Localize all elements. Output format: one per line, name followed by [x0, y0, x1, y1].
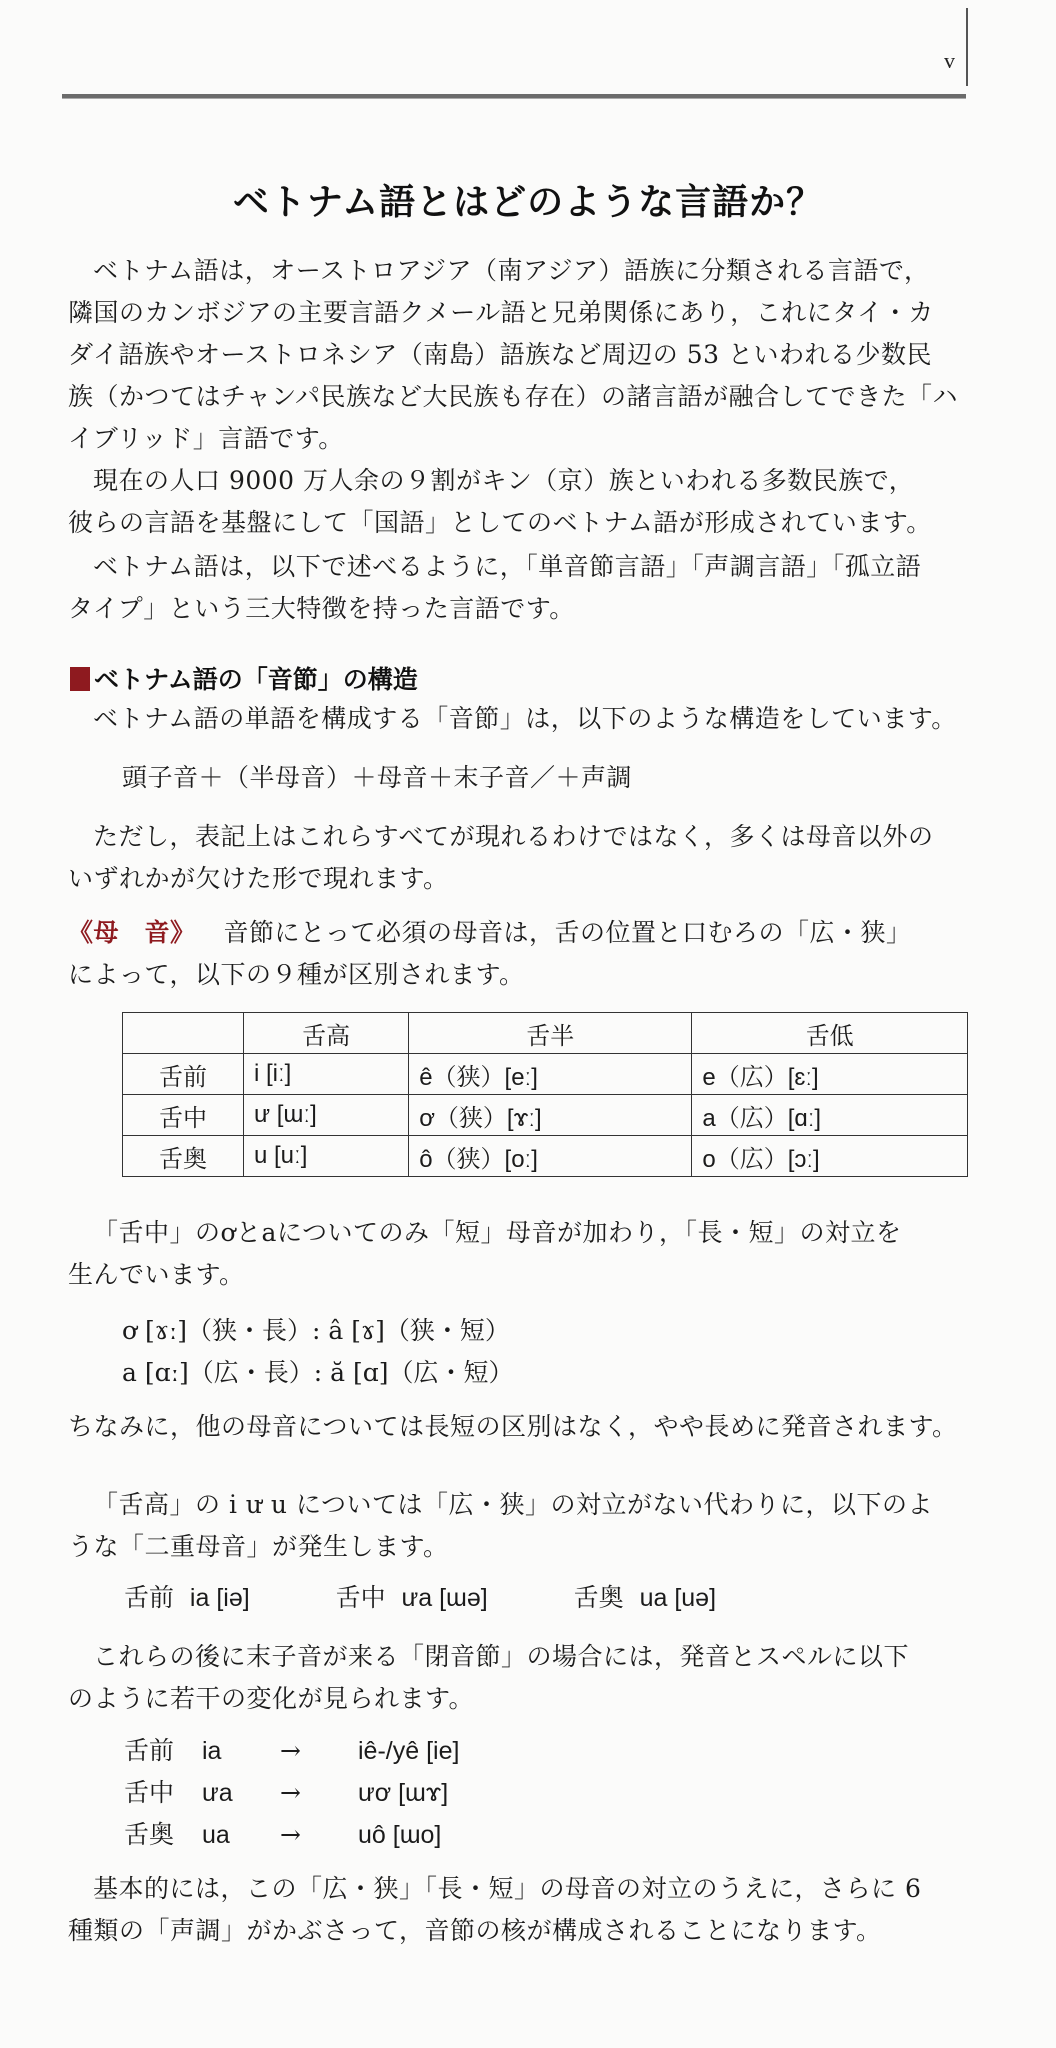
arrow-icon: →: [280, 1820, 301, 1849]
arrow-icon: →: [280, 1778, 301, 1807]
page-edge-rule: [966, 8, 968, 86]
section-square-icon: [70, 667, 90, 691]
table-row: 舌奥 u [uː] ô（狭）[oː] o（広）[ɔː]: [123, 1136, 968, 1177]
page-title: ベトナム語とはどのような言語か？: [232, 182, 824, 224]
table-header-row: 舌高 舌半 舌低: [123, 1013, 968, 1054]
diphthong-item: 舌奥 ua [uə]: [573, 1583, 717, 1612]
closed-syllable-changes: [124, 1730, 459, 1856]
section-paragraph-2: ただし，表記上はこれらすべてが現れるわけではなく，多くは母音以外の いずれかが欠けた形で現れます。: [68, 822, 934, 893]
diphthong-item: 舌前 ia [iə]: [124, 1583, 250, 1612]
vowels-label: 《母 音》: [68, 918, 196, 947]
intro-paragraph-3: ベトナム語は，以下で述べるように，「単音節言語」「声調言語」「孤立語 タイプ」という三大特徴を持った言語です。: [68, 552, 922, 623]
change-row: 舌奥 ua → uô [ɯo]: [124, 1814, 459, 1856]
header-rule: [62, 94, 966, 99]
change-row: 舌前 ia → iê-/yê [ie]: [124, 1730, 459, 1772]
syllable-formula: 頭子音＋（半母音）＋母音＋末子音／＋声調: [122, 763, 633, 792]
other-vowels-note: ちなみに，他の母音については長短の区別はなく，やや長めに発音されます。: [68, 1412, 958, 1441]
diphthong-item: 舌中 ưa [ɯə]: [335, 1583, 488, 1612]
page-number: v: [944, 48, 955, 73]
change-row: 舌中 ưa → ươ [ɯɤ]: [124, 1772, 459, 1814]
diphthong-list: [124, 1578, 716, 1614]
long-short-examples: ơ [ɤː]（狭・長）: â [ɤ]（狭・短） a [ɑː]（広・長）: ă [ɑ]（広・短）: [122, 1316, 514, 1387]
closed-syllable-paragraph: これらの後に末子音が来る「閉音節」の場合には，発音とスペルに以下 のように若干の変化が見られます。: [68, 1642, 910, 1713]
table-row: 舌中 ư [ɯː] ơ（狭）[ɤː] a（広）[ɑː]: [123, 1095, 968, 1136]
vowel-table: [122, 1012, 968, 1177]
conclusion-paragraph: 基本的には，この「広・狭」「長・短」の母音の対立のうえに，さらに 6 種類の「声調」がかぶさって，音節の核が構成されることになります。: [68, 1874, 922, 1945]
intro-paragraph-1: ベトナム語は，オーストロアジア（南アジア）語族に分類される言語で， 隣国のカンボジアの主要言語クメール語と兄弟関係にあり，これにタイ・カ ダイ語族やオーストロネシア（南島）語族など周辺の 53 といわれる少数民 族（かつてはチャンパ民族など大民族も存在）の諸言語が融合してできた「ハ イブリッド」言語です。: [68, 256, 959, 453]
section-heading: ベトナム語の「音節」の構造: [70, 660, 418, 696]
vowels-intro: 《母 音》 音節にとって必須の母音は，舌の位置と口むろの「広・狭」 によって，以下の９種が区別されます。: [68, 918, 912, 989]
short-vowel-paragraph: 「舌中」のơとaについてのみ「短」母音が加わり，「長・短」の対立を 生んでいます。: [68, 1218, 902, 1289]
section-paragraph-1: ベトナム語の単語を構成する「音節」は，以下のような構造をしています。: [93, 704, 957, 733]
table-row: 舌前 i [iː] ê（狭）[eː] e（広）[ɛː]: [123, 1054, 968, 1095]
intro-paragraph-2: 現在の人口 9000 万人余の９割がキン（京）族といわれる多数民族で， 彼らの言語を基盤にして「国語」としてのベトナム語が形成されています。: [68, 466, 932, 537]
diphthong-paragraph: 「舌高」の i ư u については「広・狭」の対立がない代わりに，以下のよ うな「二重母音」が発生します。: [68, 1490, 933, 1561]
arrow-icon: →: [280, 1736, 301, 1765]
